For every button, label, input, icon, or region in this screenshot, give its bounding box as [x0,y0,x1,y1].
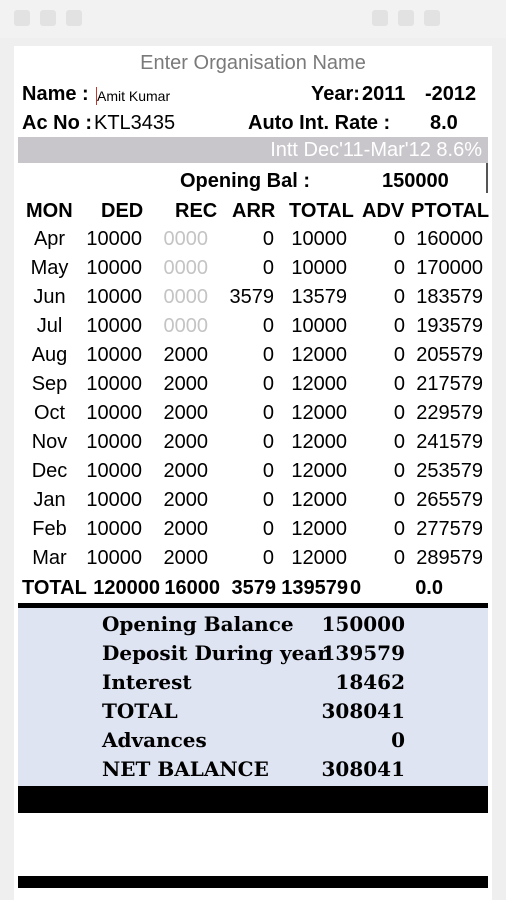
acno-label: Ac No : [22,112,92,134]
col-header-ded: DED [101,200,144,222]
totals-adv: 0 [350,577,362,599]
col-header-ptotal: PTOTAL [411,200,490,222]
year-from-field[interactable]: 2011 [362,83,406,105]
summary-net-value: 308041 [321,757,405,781]
cell-ptotal[interactable]: 265579 [416,489,483,511]
cell-mon: Feb [32,518,67,540]
table-row [0,373,506,402]
cell-adv[interactable]: 0 [393,257,405,279]
cell-arr[interactable]: 3579 [229,286,274,308]
table-row [0,257,506,286]
cell-rec[interactable]: 2000 [163,460,208,482]
cell-total[interactable]: 12000 [291,373,347,395]
cell-adv[interactable]: 0 [393,373,405,395]
table-row [0,286,506,315]
cell-rec[interactable]: 2000 [163,373,208,395]
cell-adv[interactable]: 0 [393,489,405,511]
totals-ded: 120000 [93,577,160,599]
cell-mon: Jun [33,286,66,308]
opening-bal-label: Opening Bal : [180,170,310,192]
cell-ded[interactable]: 10000 [86,286,142,308]
summary-total-value: 308041 [321,699,405,723]
cell-total[interactable]: 12000 [291,460,347,482]
cell-mon: May [30,257,69,279]
battery-icon [424,10,440,26]
cell-rec[interactable]: 2000 [163,402,208,424]
cell-ded[interactable]: 10000 [86,402,142,424]
table-row [0,431,506,460]
cell-ded[interactable]: 10000 [86,344,142,366]
table-row [0,460,506,489]
cell-ded[interactable]: 10000 [86,547,142,569]
cell-ptotal[interactable]: 217579 [416,373,483,395]
cell-ptotal[interactable]: 289579 [416,547,483,569]
cell-ded[interactable]: 10000 [86,518,142,540]
summary-deposit-label: Deposit During year [102,641,328,665]
cell-mon: Apr [33,228,66,250]
cell-adv[interactable]: 0 [393,547,405,569]
name-field[interactable]: Amit Kumar [97,88,171,104]
cell-rec[interactable]: 2000 [163,518,208,540]
table-row [0,518,506,547]
cell-ptotal[interactable]: 183579 [416,286,483,308]
table-row [0,315,506,344]
cell-rec[interactable]: 0000 [163,228,208,250]
cell-rec[interactable]: 2000 [163,489,208,511]
totals-row [0,577,506,606]
cell-arr[interactable]: 0 [262,402,274,424]
summary-total-label: TOTAL [102,699,178,723]
cell-arr[interactable]: 0 [262,489,274,511]
cell-arr[interactable]: 0 [262,547,274,569]
cell-rec[interactable]: 0000 [163,286,208,308]
summary-advances-value: 0 [391,728,405,752]
cell-rec[interactable]: 0000 [163,315,208,337]
col-header-rec: REC [175,200,218,222]
cell-ded[interactable]: 10000 [86,257,142,279]
acno-field[interactable]: KTL3435 [94,112,176,134]
summary-interest-label: Interest [102,670,192,694]
cell-arr[interactable]: 0 [262,431,274,453]
opening-bal-field[interactable]: 150000 [382,170,449,192]
totals-arr: 3579 [231,577,276,599]
cell-adv[interactable]: 0 [393,315,405,337]
totals-total: 139579 [281,577,348,599]
cell-ptotal[interactable]: 277579 [416,518,483,540]
year-label: Year: [311,83,360,105]
cell-rec[interactable]: 2000 [163,344,208,366]
cell-ded[interactable]: 10000 [86,228,142,250]
cell-ded[interactable]: 10000 [86,460,142,482]
cell-ded[interactable]: 10000 [86,373,142,395]
cell-adv[interactable]: 0 [393,344,405,366]
cell-arr[interactable]: 0 [262,344,274,366]
cell-mon: Jan [33,489,66,511]
footer-band [18,786,488,813]
notification-icon [40,10,56,26]
col-header-adv: ADV [362,200,405,222]
cell-total[interactable]: 12000 [291,431,347,453]
divider [486,163,488,193]
cell-rec[interactable]: 0000 [163,257,208,279]
cell-mon: Oct [33,402,66,424]
cell-ded[interactable]: 10000 [86,431,142,453]
cell-arr[interactable]: 0 [262,228,274,250]
cell-ptotal[interactable]: 205579 [416,344,483,366]
cell-total[interactable]: 12000 [291,344,347,366]
cell-total[interactable]: 13579 [291,286,347,308]
cell-mon: Nov [31,431,68,453]
cell-mon: Dec [31,460,68,482]
summary-opening-label: Opening Balance [102,612,294,636]
col-header-arr: ARR [232,200,276,222]
cell-ptotal[interactable]: 241579 [416,431,483,453]
cell-mon: Mar [32,547,67,569]
summary-opening-value: 150000 [321,612,405,636]
cell-adv[interactable]: 0 [393,286,405,308]
cell-total[interactable]: 10000 [291,228,347,250]
totals-ptotal: 0.0 [415,577,443,599]
notification-icon [66,10,82,26]
cell-ptotal[interactable]: 193579 [416,315,483,337]
cell-total[interactable]: 12000 [291,402,347,424]
cell-ded[interactable]: 10000 [86,315,142,337]
cell-ded[interactable]: 10000 [86,489,142,511]
totals-label: TOTAL [22,577,87,599]
totals-rec: 16000 [164,577,220,599]
cell-adv[interactable]: 0 [393,518,405,540]
signal-icon [398,10,414,26]
cell-total[interactable]: 10000 [291,257,347,279]
cell-total[interactable]: 12000 [291,518,347,540]
cell-adv[interactable]: 0 [393,228,405,250]
table-row [0,228,506,257]
summary-deposit-value: 139579 [321,641,405,665]
year-to-field[interactable]: -2012 [425,83,477,105]
cell-arr[interactable]: 0 [262,460,274,482]
organisation-name-input[interactable]: Enter Organisation Name [140,52,366,74]
cell-total[interactable]: 12000 [291,547,347,569]
cell-adv[interactable]: 0 [393,402,405,424]
cell-arr[interactable]: 0 [262,518,274,540]
cell-arr[interactable]: 0 [262,373,274,395]
table-row [0,344,506,373]
cell-mon: Aug [31,344,68,366]
summary-net-label: NET BALANCE [102,757,269,781]
cell-ptotal[interactable]: 253579 [416,460,483,482]
cell-mon: Sep [31,373,68,395]
rate-field[interactable]: 8.0 [430,112,458,134]
interest-banner-text: Intt Dec'11-Mar'12 8.6% [270,139,482,161]
notification-icon [14,10,30,26]
table-row [0,402,506,431]
name-label: Name : [22,83,89,105]
footer-band-bottom [18,876,488,888]
col-header-total: TOTAL [289,200,354,222]
table-row [0,489,506,518]
col-header-mon: MON [26,200,73,222]
rate-label: Auto Int. Rate : [248,112,391,134]
cell-total[interactable]: 12000 [291,489,347,511]
cell-rec[interactable]: 2000 [163,547,208,569]
interest-banner [18,137,488,163]
cell-mon: Jul [36,315,63,337]
cell-adv[interactable]: 0 [393,460,405,482]
cell-arr[interactable]: 0 [262,257,274,279]
summary-advances-label: Advances [102,728,207,752]
summary-interest-value: 18462 [335,670,405,694]
cell-adv[interactable]: 0 [393,431,405,453]
status-bar [0,0,506,38]
summary-panel [18,608,488,786]
cell-arr[interactable]: 0 [262,315,274,337]
cell-ptotal[interactable]: 229579 [416,402,483,424]
table-row [0,547,506,576]
cell-total[interactable]: 10000 [291,315,347,337]
cell-ptotal[interactable]: 160000 [416,228,483,250]
cell-ptotal[interactable]: 170000 [416,257,483,279]
cell-rec[interactable]: 2000 [163,431,208,453]
wifi-icon [372,10,388,26]
